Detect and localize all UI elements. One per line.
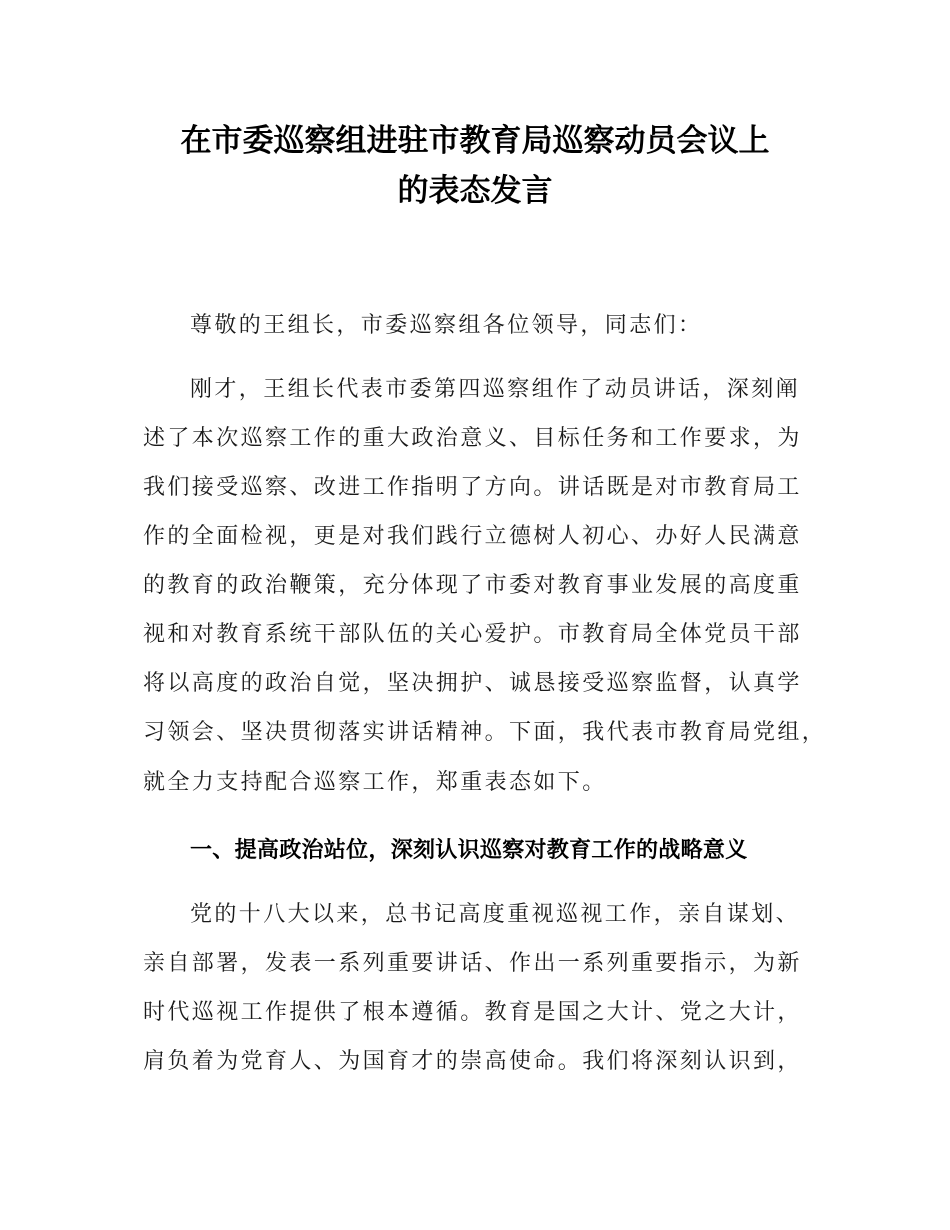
paragraph-1-line-8: 习领会、坚决贯彻落实讲话精神。下面，我代表市教育局党组， — [143, 720, 827, 745]
paragraph-1-line-7: 将以高度的政治自觉，坚决拥护、诚恳接受巡察监督，认真学 — [143, 671, 802, 696]
salutation: 尊敬的王组长，市委巡察组各位领导，同志们： — [190, 313, 703, 338]
document-title-line-1: 在市委巡察组进驻市教育局巡察动员会议上 — [180, 123, 770, 159]
paragraph-1-line-6: 视和对教育系统干部队伍的关心爱护。市教育局全体党员干部 — [143, 622, 802, 647]
paragraph-2-line-2: 亲自部署，发表一系列重要讲话、作出一系列重要指示，为新 — [143, 951, 802, 976]
paragraph-1-line-1: 刚才，王组长代表市委第四巡察组作了动员讲话，深刻阐 — [190, 377, 801, 402]
paragraph-1-line-2: 述了本次巡察工作的重大政治意义、目标任务和工作要求，为 — [143, 426, 802, 451]
paragraph-2-line-4: 肩负着为党育人、为国育才的崇高使命。我们将深刻认识到， — [143, 1049, 802, 1074]
paragraph-1-line-4: 作的全面检视，更是对我们践行立德树人初心、办好人民满意 — [143, 524, 802, 549]
paragraph-1-line-5: 的教育的政治鞭策，充分体现了市委对教育事业发展的高度重 — [143, 573, 802, 598]
paragraph-1-line-3: 我们接受巡察、改进工作指明了方向。讲话既是对市教育局工 — [143, 475, 802, 500]
paragraph-1-line-9: 就全力支持配合巡察工作，郑重表态如下。 — [143, 770, 607, 795]
paragraph-2-line-3: 时代巡视工作提供了根本遵循。教育是国之大计、党之大计， — [143, 1000, 802, 1025]
document-title-line-2: 的表态发言 — [397, 173, 553, 209]
section-1-heading: 一、提高政治站位，深刻认识巡察对教育工作的战略意义 — [190, 838, 748, 863]
paragraph-2-line-1: 党的十八大以来，总书记高度重视巡视工作，亲自谋划、 — [190, 902, 801, 927]
